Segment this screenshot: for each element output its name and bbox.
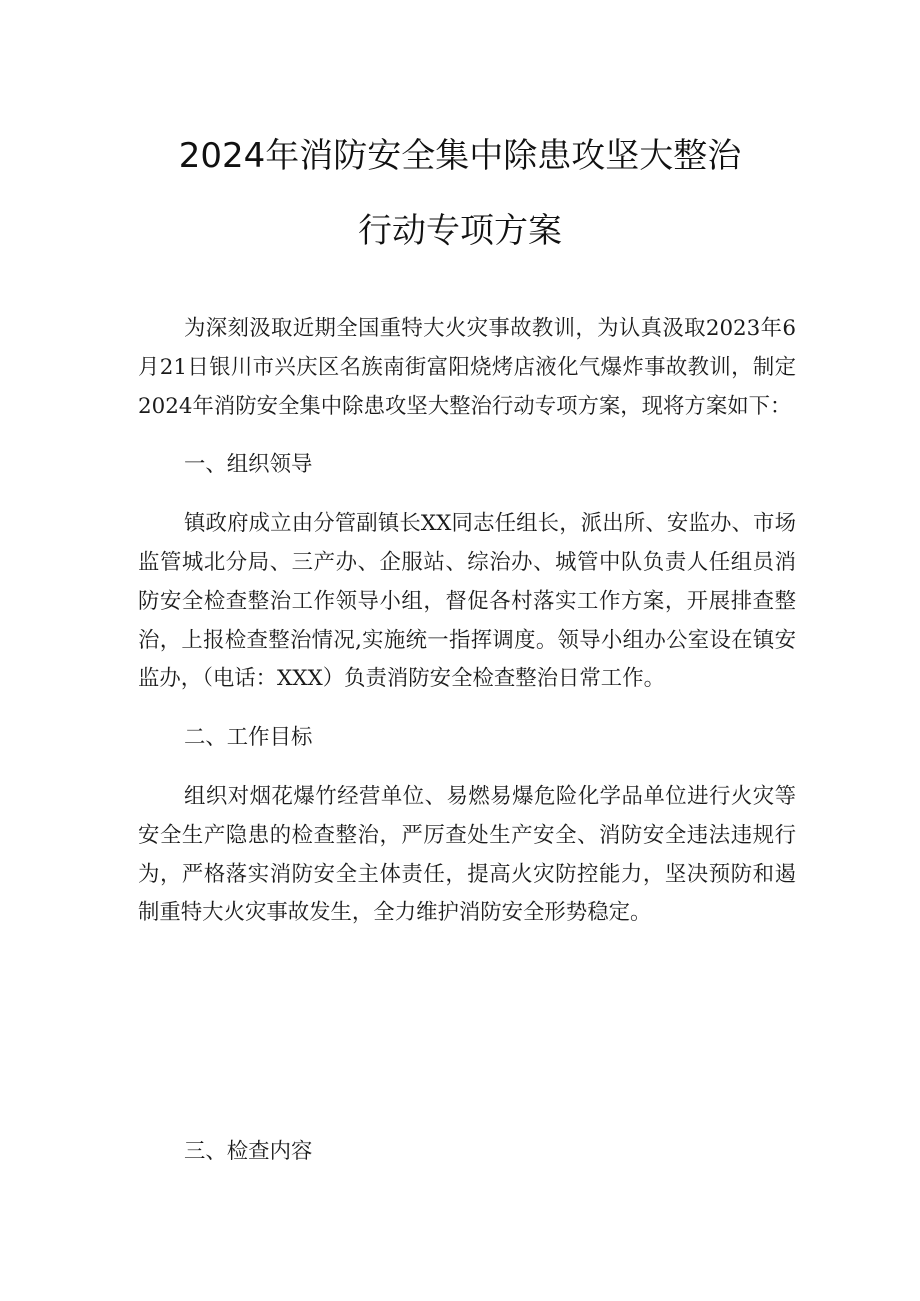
- section1-heading: 一、组织领导: [184, 452, 313, 478]
- section3-heading: 三、检查内容: [184, 1139, 313, 1164]
- section2-heading: 二、工作目标: [184, 725, 313, 751]
- document-body: [138, 310, 796, 933]
- document-title-line2: 行动专项方案: [358, 211, 562, 251]
- section2-paragraph: 组织对烟花爆竹经营单位、易燃易爆危险化学品单位进行火灾等安全生产隐患的检查整治，严厉查处生产安全、消防安全违法违规行为，严格落实消防安全主体责任，提高火灾防控能力，坚决预防和遏制重特大火灾事故发生，全力维护消防安全形势稳定。: [138, 783, 796, 926]
- section1-paragraph: 镇政府成立由分管副镇长XX同志任组长，派出所、安监办、市场监管城北分局、三产办、企服站、综治办、城管中队负责人任组员消防安全检查整治工作领导小组，督促各村落实工作方案，开展排查整治，上报检查整治情况,实施统一指挥调度。领导小组办公室设在镇安监办，（电话：XXX）负责消防安全检查整治日常工作。: [138, 511, 796, 692]
- intro-paragraph: 为深刻汲取近期全国重特大火灾事故教训，为认真汲取2023年6月21日银川市兴庆区名族南街富阳烧烤店液化气爆炸事故教训，制定2024年消防安全集中除患攻坚大整治行动专项方案，现将方案如下：: [138, 316, 796, 419]
- document-title-line1: 2024年消防安全集中除患攻坚大整治: [178, 136, 742, 176]
